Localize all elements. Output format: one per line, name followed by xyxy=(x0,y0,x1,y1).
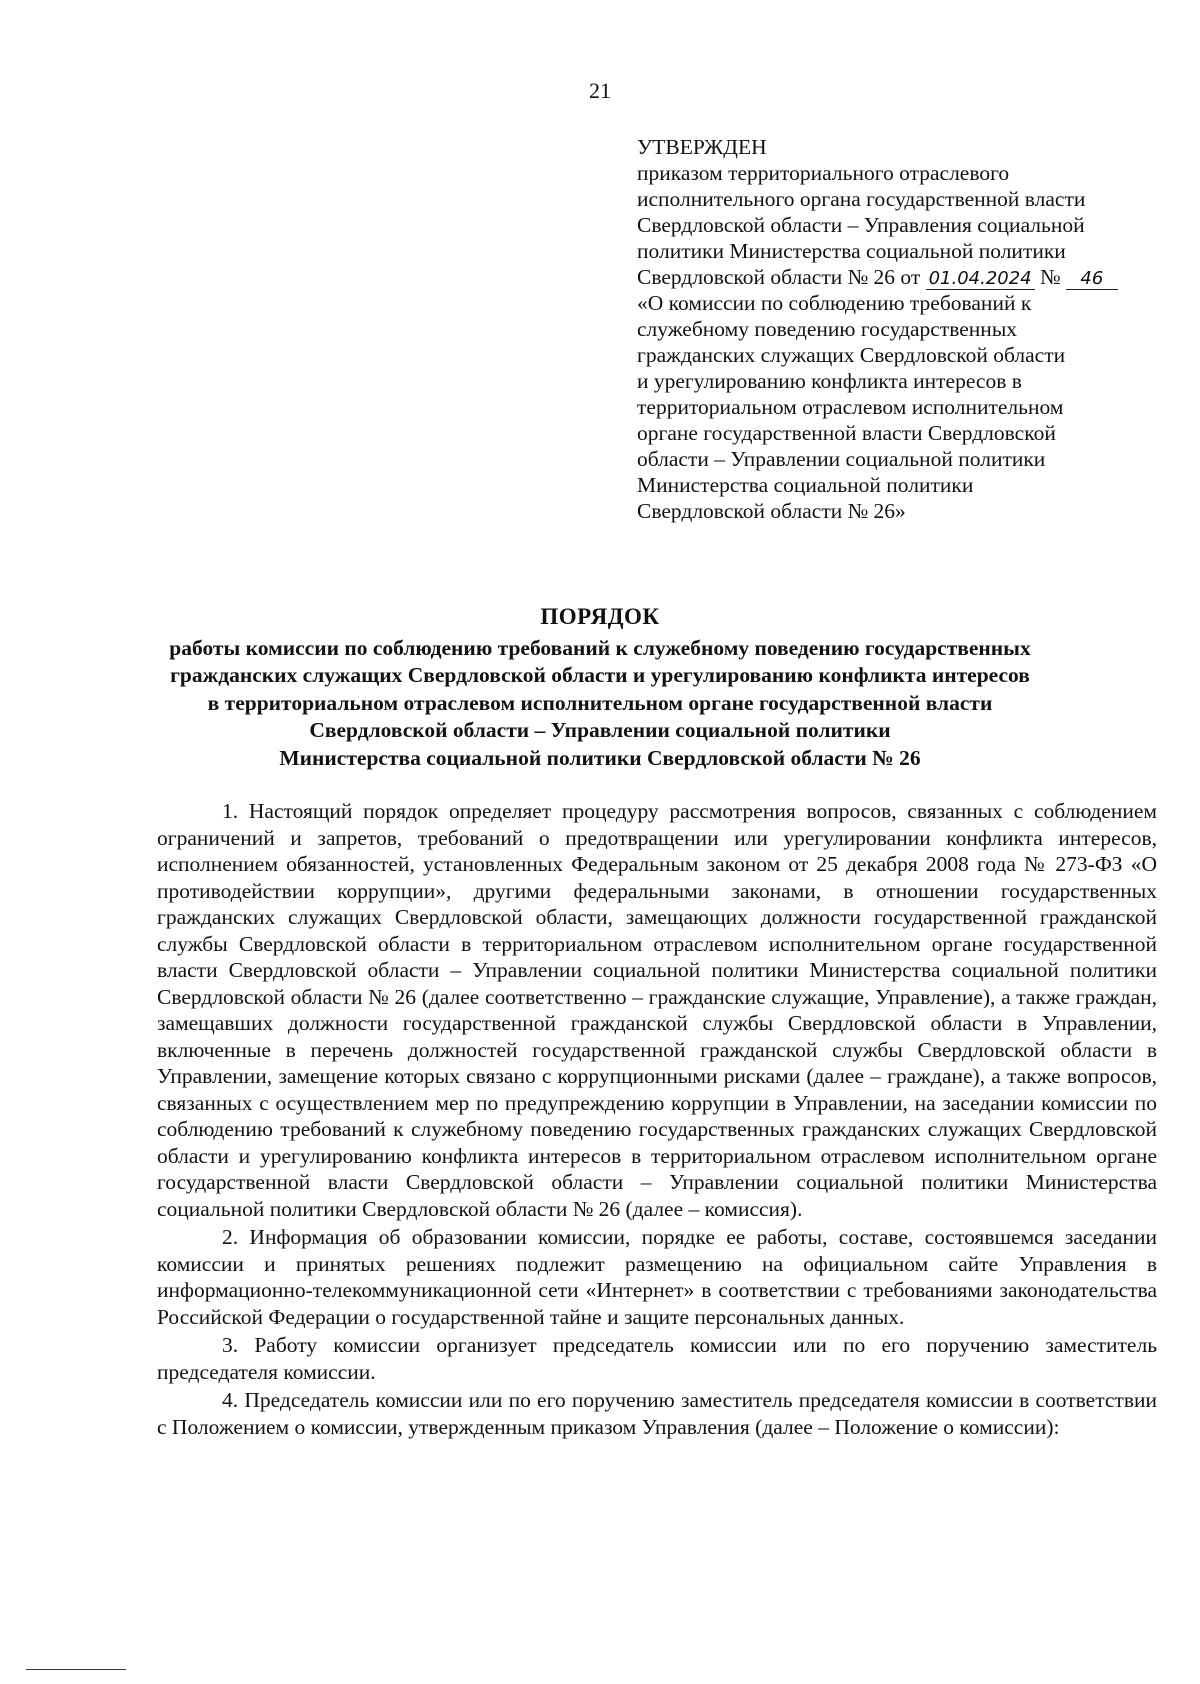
approval-line: Свердловской области № 26» xyxy=(637,499,906,523)
paragraph-4: 4. Председатель комиссии или по его поручению заместитель председателя комиссии в соответствии с Положением о комиссии, утвержденным приказом Управления (далее – Положение о комиссии): xyxy=(157,1388,1157,1439)
approval-line: «О комиссии по соблюдению требований к xyxy=(637,291,1032,315)
approval-line: политики Министерства социальной политики xyxy=(637,239,1066,263)
document-body xyxy=(157,798,1157,1442)
approval-line: территориальном отраслевом исполнительном xyxy=(637,395,1064,419)
handwritten-number: 46 xyxy=(1066,269,1118,290)
paragraph-2: 2. Информация об образовании комиссии, порядке ее работы, составе, состоявшемся заседании комиссии и принятых решениях подлежит размещению на официальном сайте Управления в информационно-телекоммуникационной сети «Интернет» в соответствии с требованиями законодательства Российской Федерации о государственной тайне и защите персональных данных. xyxy=(157,1225,1157,1329)
approval-line: служебному поведению государственных xyxy=(637,317,1018,341)
approval-order-line xyxy=(637,264,1157,290)
title-line: гражданских служащих Свердловской области и урегулированию конфликта интересов xyxy=(170,663,1030,687)
approval-heading: УТВЕРЖДЕН xyxy=(637,135,767,159)
handwritten-date: 01.04.2024 xyxy=(926,269,1035,290)
paragraph-1: 1. Настоящий порядок определяет процедуру рассмотрения вопросов, связанных с соблюдением ограничений и запретов, требований о предотвращении или урегулировании конфликта интересов, исполнением обязанностей, установленных Федеральным законом от 25 декабря 2008 года № 273-ФЗ «О противодействии коррупции», другими федеральными законами, в отношении государственных гражданских служащих Свердловской области, замещающих должности государственной гражданской службы Свердловской области в территориальном отраслевом исполнительном органе государственной власти Свердловской области – Управлении социальной политики Министерства социальной политики Свердловской области № 26 (далее соответственно – гражданские служащие, Управление), а также граждан, замещавших должности государственной гражданской службы Свердловской области в Управлении, включенные в перечень должностей государственной гражданской службы Свердловской области в Управлении, замещение которых связано с коррупционными рисками (далее – граждане), а также вопросов, связанных с осуществлением мер по предупреждению коррупции в Управлении, на заседании комиссии по соблюдению требований к служебному поведению государственных гражданских служащих Свердловской области и урегулированию конфликта интересов в территориальном отраслевом исполнительном органе государственной власти Свердловской области – Управлении социальной политики Министерства социальной политики Свердловской области № 26 (далее – комиссия). xyxy=(157,799,1157,1221)
page-number: 21 xyxy=(589,78,611,103)
paragraph-3: 3. Работу комиссии организует председатель комиссии или по его поручению заместитель председателя комиссии. xyxy=(157,1333,1157,1384)
approval-line: приказом территориального отраслевого xyxy=(637,161,1010,185)
approval-line: органе государственной власти Свердловской xyxy=(637,421,1056,445)
title-line: в территориальном отраслевом исполнительном органе государственной власти xyxy=(207,690,993,715)
approval-line: области – Управлении социальной политики xyxy=(637,447,1046,471)
title-line: Министерства социальной политики Свердловской области № 26 xyxy=(279,745,921,770)
approval-stamp xyxy=(637,134,1157,524)
approval-line-prefix: Свердловской области № 26 от xyxy=(637,265,921,289)
title-line: Свердловской области – Управлении социальной политики xyxy=(309,718,891,742)
document-title xyxy=(120,603,1080,772)
number-sign: № xyxy=(1039,265,1061,289)
approval-line: Свердловской области – Управления социальной xyxy=(637,213,1085,237)
approval-line: исполнительного органа государственной власти xyxy=(637,187,1086,211)
approval-line: гражданских служащих Свердловской области xyxy=(637,343,1066,367)
approval-line: Министерства социальной политики xyxy=(637,473,974,497)
approval-line: и урегулированию конфликта интересов в xyxy=(637,369,1022,393)
title-main: ПОРЯДОК xyxy=(540,604,660,629)
footer-rule xyxy=(26,1669,126,1670)
title-line: работы комиссии по соблюдению требований к служебному поведению государственных xyxy=(169,635,1031,660)
